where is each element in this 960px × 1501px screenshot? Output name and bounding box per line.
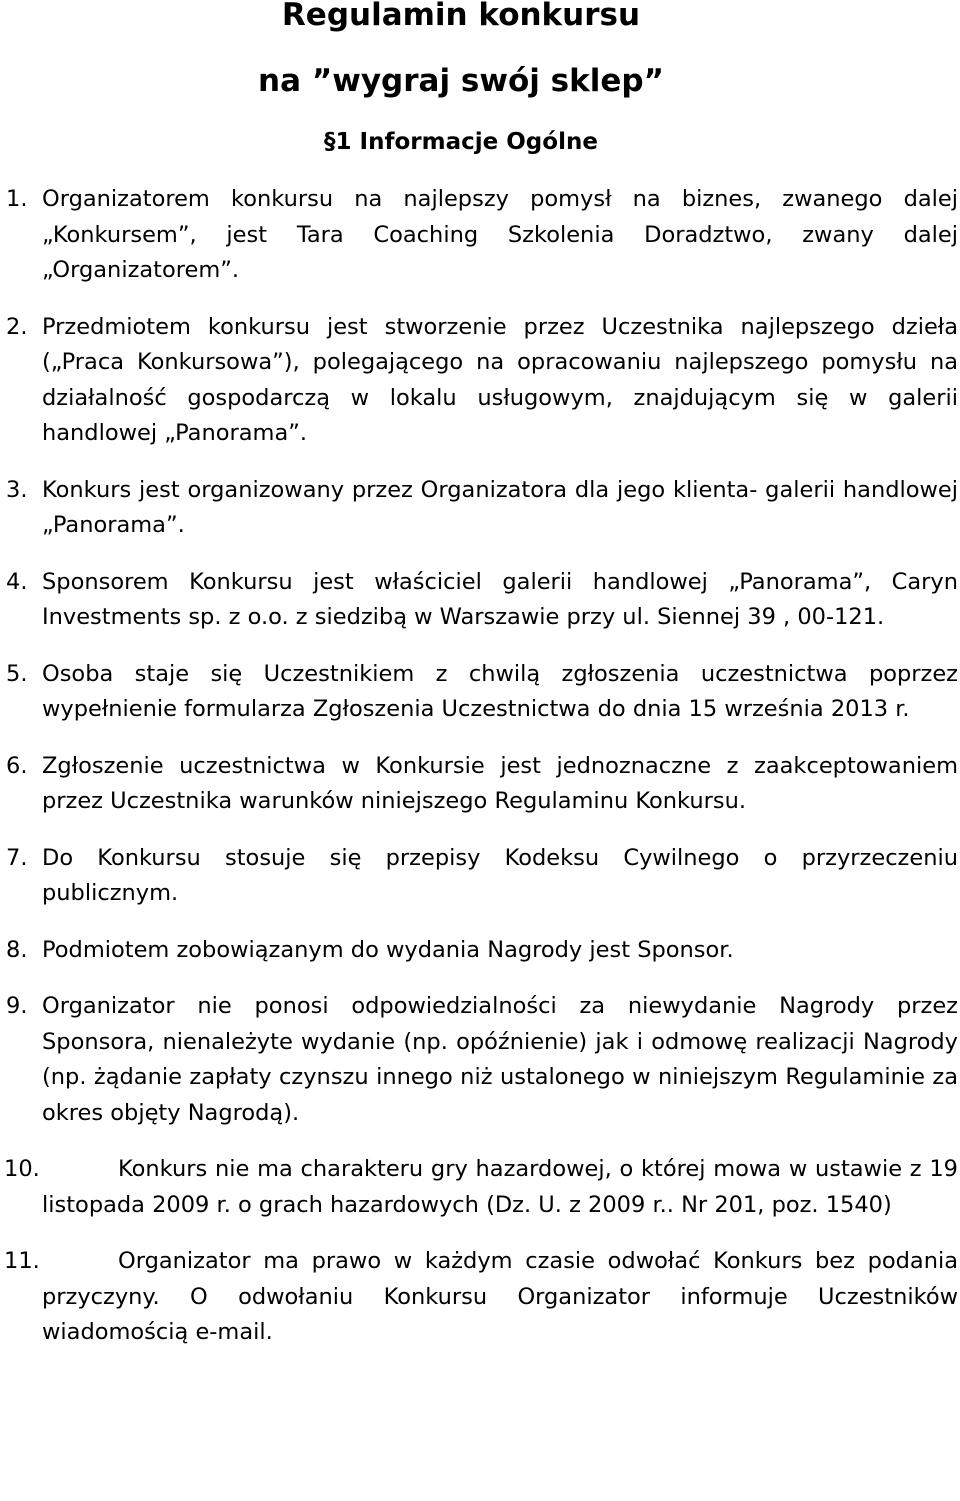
- list-item: [0, 182, 958, 289]
- list-item: [0, 310, 958, 452]
- list-item: [0, 989, 958, 1131]
- item-text: Konkurs nie ma charakteru gry hazardowej, o której mowa w ustawie z 19 listopada 2009 r. o grach hazardowych (Dz. U. z 2009 r.. Nr 201, poz. 1540): [42, 1156, 958, 1218]
- list-item: [0, 933, 958, 969]
- item-text: Organizator nie ponosi odpowiedzialności za niewydanie Nagrody przez Sponsora, nienależyte wydanie (np. opóźnienie) jak i odmowę realizacji Nagrody (np. żądanie zapłaty czynszu innego niż ustalonego w niniejszym Regulaminie za okres objęty Nagrodą).: [42, 993, 958, 1126]
- item-text: Konkurs jest organizowany przez Organizatora dla jego klienta- galerii handlowej „Panorama”.: [42, 476, 958, 538]
- item-text: Przedmiotem konkursu jest stworzenie przez Uczestnika najlepszego dzieła („Praca Konkursowa”), polegającego na opracowaniu najlepszego pomysłu na działalność gospodarczą w lokalu usługowym, znajdującym się w galerii handlowej „Panorama”.: [42, 313, 958, 446]
- item-number: 8.: [6, 936, 28, 963]
- item-number: 10.: [4, 1156, 40, 1182]
- list-item: [0, 749, 958, 820]
- item-text: Zgłoszenie uczestnictwa w Konkursie jest jednoznaczne z zaakceptowaniem przez Uczestnika warunków niniejszego Regulaminu Konkursu.: [42, 752, 958, 814]
- section-heading: §1 Informacje Ogólne: [324, 129, 598, 155]
- list-item: [0, 1152, 958, 1223]
- item-text: Osoba staje się Uczestnikiem z chwilą zgłoszenia uczestnictwa poprzez wypełnienie formularza Zgłoszenia Uczestnictwa do dnia 15 września 2013 r.: [42, 660, 958, 722]
- item-text: Sponsorem Konkursu jest właściciel galerii handlowej „Panorama”, Caryn Investments sp. z o.o. z siedzibą w Warszawie przy ul. Siennej 39 , 00-121.: [42, 568, 958, 630]
- item-number: 1.: [6, 186, 28, 212]
- item-text: Podmiotem zobowiązanym do wydania Nagrody jest Sponsor.: [42, 936, 734, 963]
- item-number: 9.: [6, 993, 28, 1019]
- list-item: [0, 565, 958, 636]
- list-item: [0, 1244, 958, 1351]
- item-number: 7.: [6, 844, 28, 871]
- item-number: 6.: [6, 752, 28, 779]
- item-number: 3.: [6, 476, 28, 503]
- document-subtitle: na ”wygraj swój sklep”: [258, 63, 664, 99]
- item-text: Organizatorem konkursu na najlepszy pomysł na biznes, zwanego dalej „Konkursem”, jest Tara Coaching Szkolenia Doradztwo, zwany dalej „Organizatorem”.: [42, 186, 958, 283]
- item-number: 11.: [4, 1248, 40, 1274]
- regulation-list: [0, 182, 960, 1351]
- list-item: [0, 657, 958, 728]
- item-text: Do Konkursu stosuje się przepisy Kodeksu Cywilnego o przyrzeczeniu publicznym.: [42, 844, 958, 906]
- item-text: Organizator ma prawo w każdym czasie odwołać Konkurs bez podania przyczyny. O odwołaniu Konkursu Organizator informuje Uczestników wiadomością e-mail.: [42, 1248, 958, 1345]
- item-number: 4.: [6, 568, 28, 595]
- list-item: [0, 841, 958, 912]
- document-title: Regulamin konkursu: [281, 0, 641, 33]
- item-number: 2.: [6, 313, 28, 340]
- item-number: 5.: [6, 660, 28, 687]
- list-item: [0, 473, 958, 544]
